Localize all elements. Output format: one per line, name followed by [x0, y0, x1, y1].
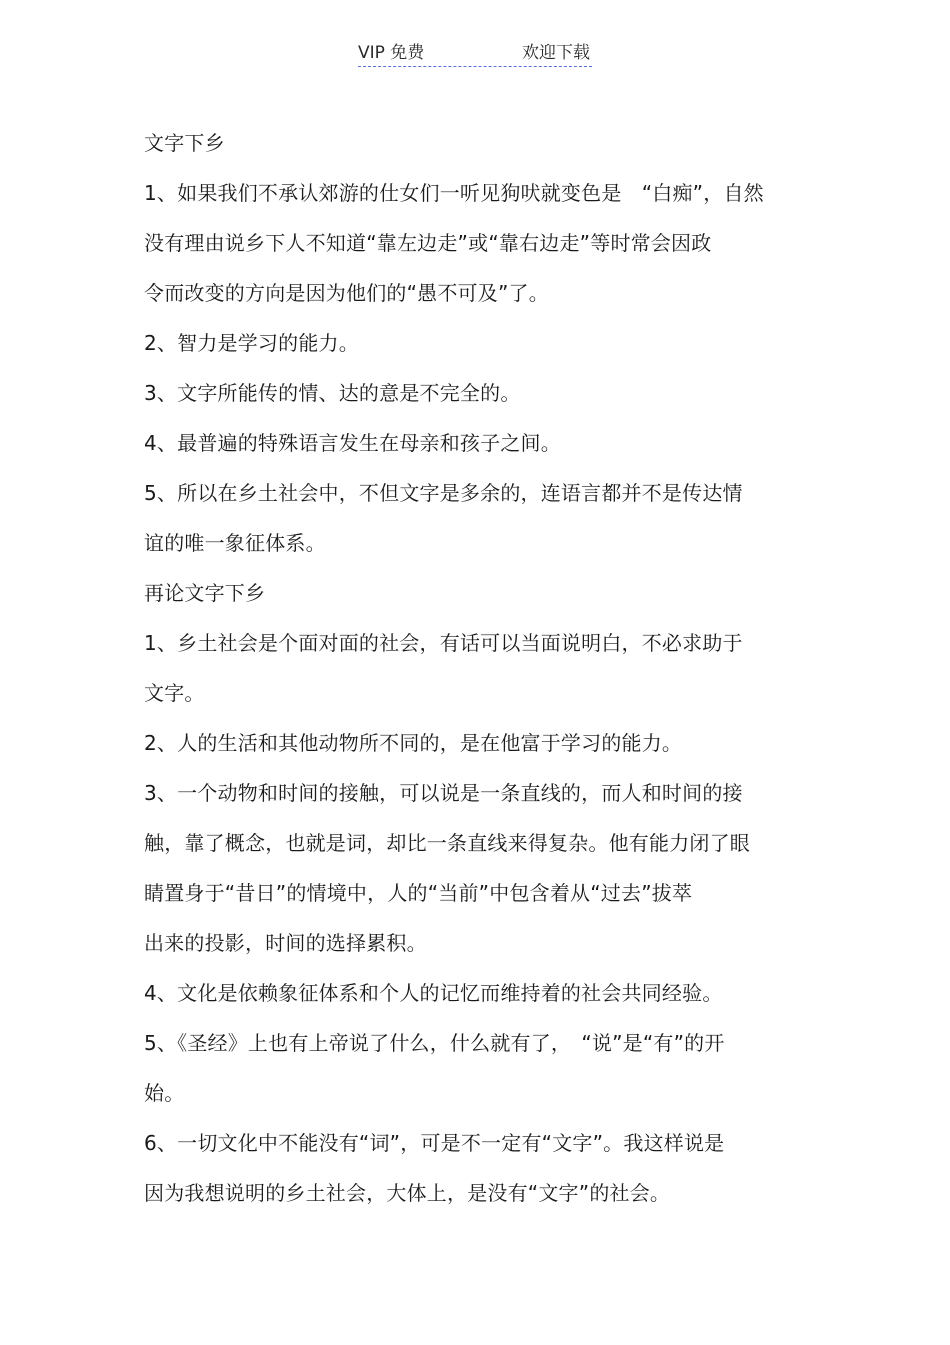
text-line: 2、人的生活和其他动物所不同的，是在他富于学习的能力。 [144, 731, 683, 755]
section-title-zailun-wenzi-xiaxiang: 再论文字下乡 [144, 581, 266, 605]
welcome-download-label: 欢迎下载 [522, 43, 590, 63]
text-line: 文字。 [144, 681, 205, 705]
text-line: 5、所以在乡土社会中，不但文字是多余的，连语言都并不是传达情 [144, 481, 743, 505]
text-line: 3、文字所能传的情、达的意是不完全的。 [144, 381, 521, 405]
text-line: 5、《圣经》上也有上帝说了什么，什么就有了， “说”是“有”的开 [144, 1031, 725, 1055]
text-line: 4、最普遍的特殊语言发生在母亲和孩子之间。 [144, 431, 561, 455]
page-header [0, 42, 950, 68]
text-line: 睛置身于“昔日”的情境中，人的“当前”中包含着从“过去”拔萃 [144, 881, 693, 905]
document-body [144, 118, 814, 1218]
section-title-wenzi-xiaxiang: 文字下乡 [144, 131, 225, 155]
text-line: 3、一个动物和时间的接触，可以说是一条直线的，而人和时间的接 [144, 781, 743, 805]
text-line: 出来的投影，时间的选择累积。 [144, 931, 427, 955]
text-line: 令而改变的方向是因为他们的“愚不可及”了。 [144, 281, 549, 305]
text-line: 始。 [144, 1081, 185, 1105]
text-line: 1、乡土社会是个面对面的社会，有话可以当面说明白，不必求助于 [144, 631, 743, 655]
vip-free-label: VIP 免费 [358, 43, 425, 63]
text-line: 谊的唯一象征体系。 [144, 531, 326, 555]
text-line: 4、文化是依赖象征体系和个人的记忆而维持着的社会共同经验。 [144, 981, 723, 1005]
text-line: 6、一切文化中不能没有“词”，可是不一定有“文字”。我这样说是 [144, 1131, 725, 1155]
text-line: 没有理由说乡下人不知道“靠左边走”或“靠右边走”等时常会因政 [144, 231, 712, 255]
header-banner[interactable] [358, 42, 592, 67]
text-line: 1、如果我们不承认郊游的仕女们一听见狗吠就变色是 “白痴”，自然 [144, 181, 764, 205]
text-line: 触，靠了概念，也就是词，却比一条直线来得复杂。他有能力闭了眼 [144, 831, 750, 855]
text-line: 2、智力是学习的能力。 [144, 331, 359, 355]
text-line: 因为我想说明的乡土社会，大体上，是没有“文字”的社会。 [144, 1181, 671, 1205]
